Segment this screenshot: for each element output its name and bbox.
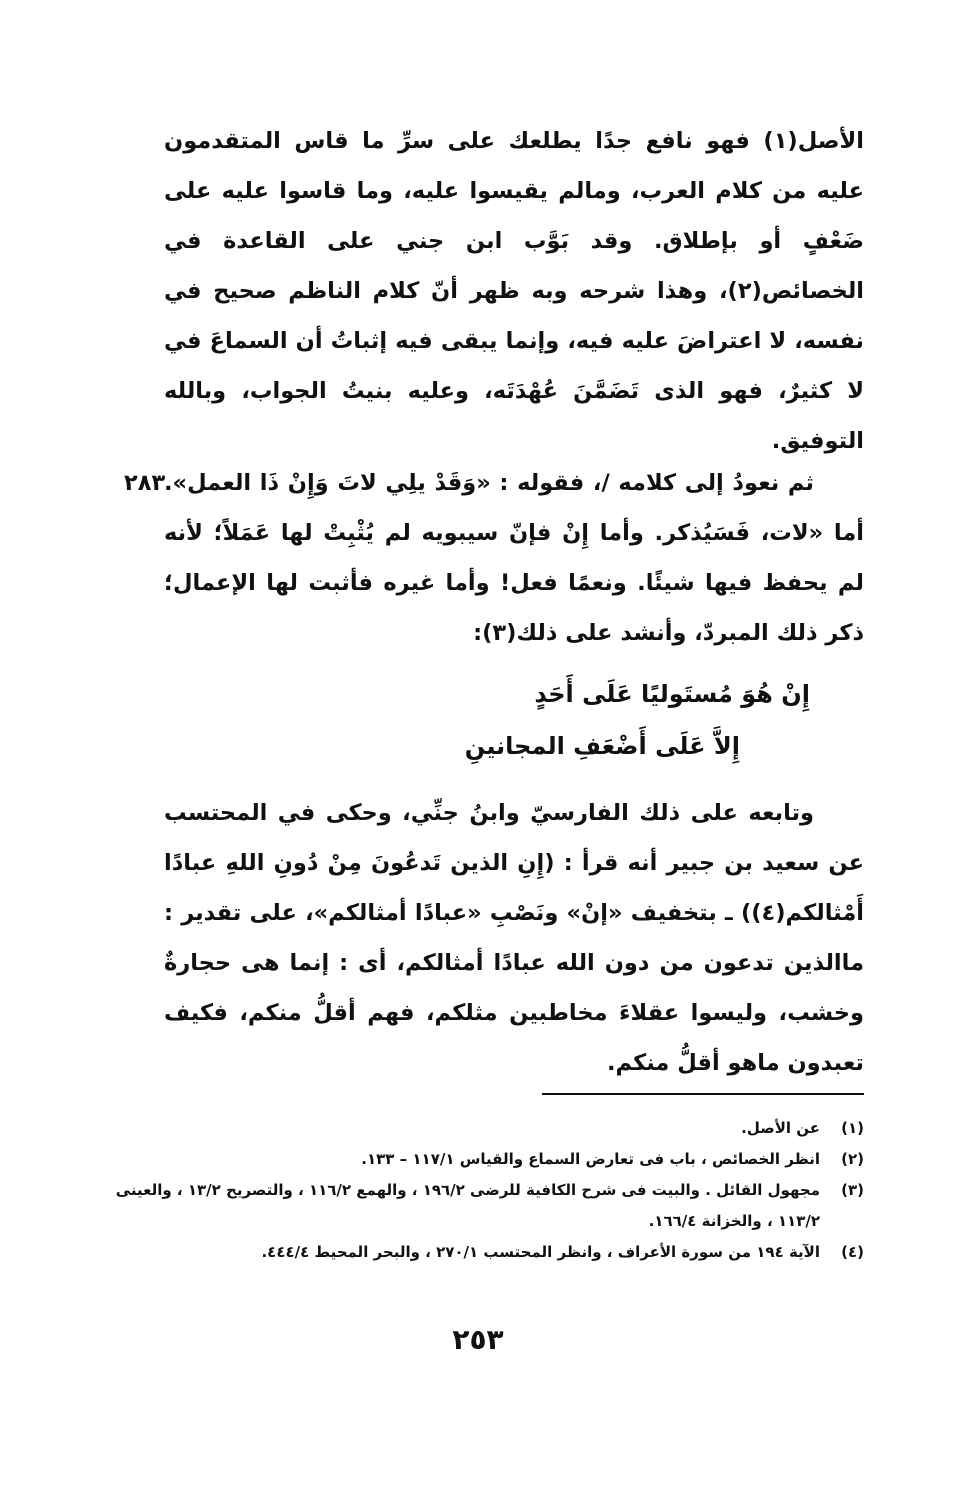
footnote-number: (٢) — [841, 1150, 864, 1168]
footnote-text: مجهول القائل . والبيت فى شرح الكافية للرضى ١٩٦/٢ ، والهمع ١١٦/٢ ، والتصريح ١٣/٢ ، والعينى ١١٣/٢ ، والخزانة ١٦٦/٤. — [115, 1181, 820, 1230]
footnote-item — [84, 1144, 864, 1175]
poetry-verse-second-hemistich: إِلاَّ عَلَى أَضْعَفِ المجانينِ — [464, 732, 740, 760]
body-paragraph-3: وتابعه على ذلك الفارسيّ وابنُ جنِّي، وحكى في المحتسب عن سعيد بن جبير أنه قرأ : (إِنِ الذين تَدعُونَ مِنْ دُونِ اللهِ عبادًا أَمْثالكم(٤)) ـ بتخفيف «إنْ» ونَصْبِ «عبادًا أمثالكم»، على تقدير : ماالذين تدعون من دون الله عبادًا أمثالكم، أى : إنما هى حجارةٌ وخشب، وليسوا عقلاءَ مخاطبين مثلكم، فهم أقلُّ منكم، فكيف تعبدون ماهو أقلُّ منكم. — [164, 800, 864, 1076]
body-paragraph-2: ثم نعودُ إلى كلامه /، فقوله : «وَقَدْ يلِي لاتَ وَإِنْ ذَا العمل». أما «لات، فَسَيُذكر. وأما إِنْ فإنّ سيبويه لم يُثْبِتْ لها عَمَلاً؛ لأنه لم يحفظ فيها شيئًا. ونعمًا فعل! وأما غيره فأثبت لها الإعمال؛ ذكر ذلك المبردّ، وأنشد على ذلك(٣): — [164, 470, 864, 646]
page-number: ٢٥٣ — [452, 1323, 504, 1356]
poetry-verse-first-hemistich: إِنْ هُوَ مُستَوليًا عَلَى أَحَدٍ — [534, 680, 810, 708]
footnote-item — [84, 1237, 864, 1268]
body-paragraph-1: الأصل(١) فهو نافع جدًا يطلعك على سرِّ ما قاس المتقدمون عليه من كلام العرب، ومالم يقيسوا عليه، وما قاسوا عليه على ضَعْفٍ أو بإطلاق. وقد بَوَّب ابن جني على القاعدة في الخصائص(٢)، وهذا شرحه وبه ظهر أنّ كلام الناظم صحيح في نفسه، لا اعتراضَ عليه فيه، وإنما يبقى فيه إثباتُ أن السماعَ في لا كثيرٌ، فهو الذى تَضَمَّنَ عُهْدَتَه، وعليه بنيتُ الجواب، وبالله التوفيق. — [164, 128, 864, 454]
footnote-separator — [542, 1093, 864, 1095]
footnote-item — [84, 1175, 864, 1237]
footnote-item — [84, 1113, 864, 1144]
footnote-text: عن الأصل. — [741, 1119, 820, 1137]
footnote-number: (١) — [841, 1119, 864, 1137]
footnote-number: (٣) — [841, 1181, 864, 1199]
margin-page-reference: ٢٨٣ — [124, 470, 166, 496]
footnote-number: (٤) — [841, 1243, 864, 1261]
footnote-text: انظر الخصائص ، باب فى تعارض السماع والقياس ١١٧/١ – ١٣٣. — [361, 1150, 820, 1168]
footnote-text: الآية ١٩٤ من سورة الأعراف ، وانظر المحتسب ٢٧٠/١ ، والبحر المحيط ٤٤٤/٤. — [261, 1243, 820, 1261]
footnotes — [84, 1113, 864, 1268]
